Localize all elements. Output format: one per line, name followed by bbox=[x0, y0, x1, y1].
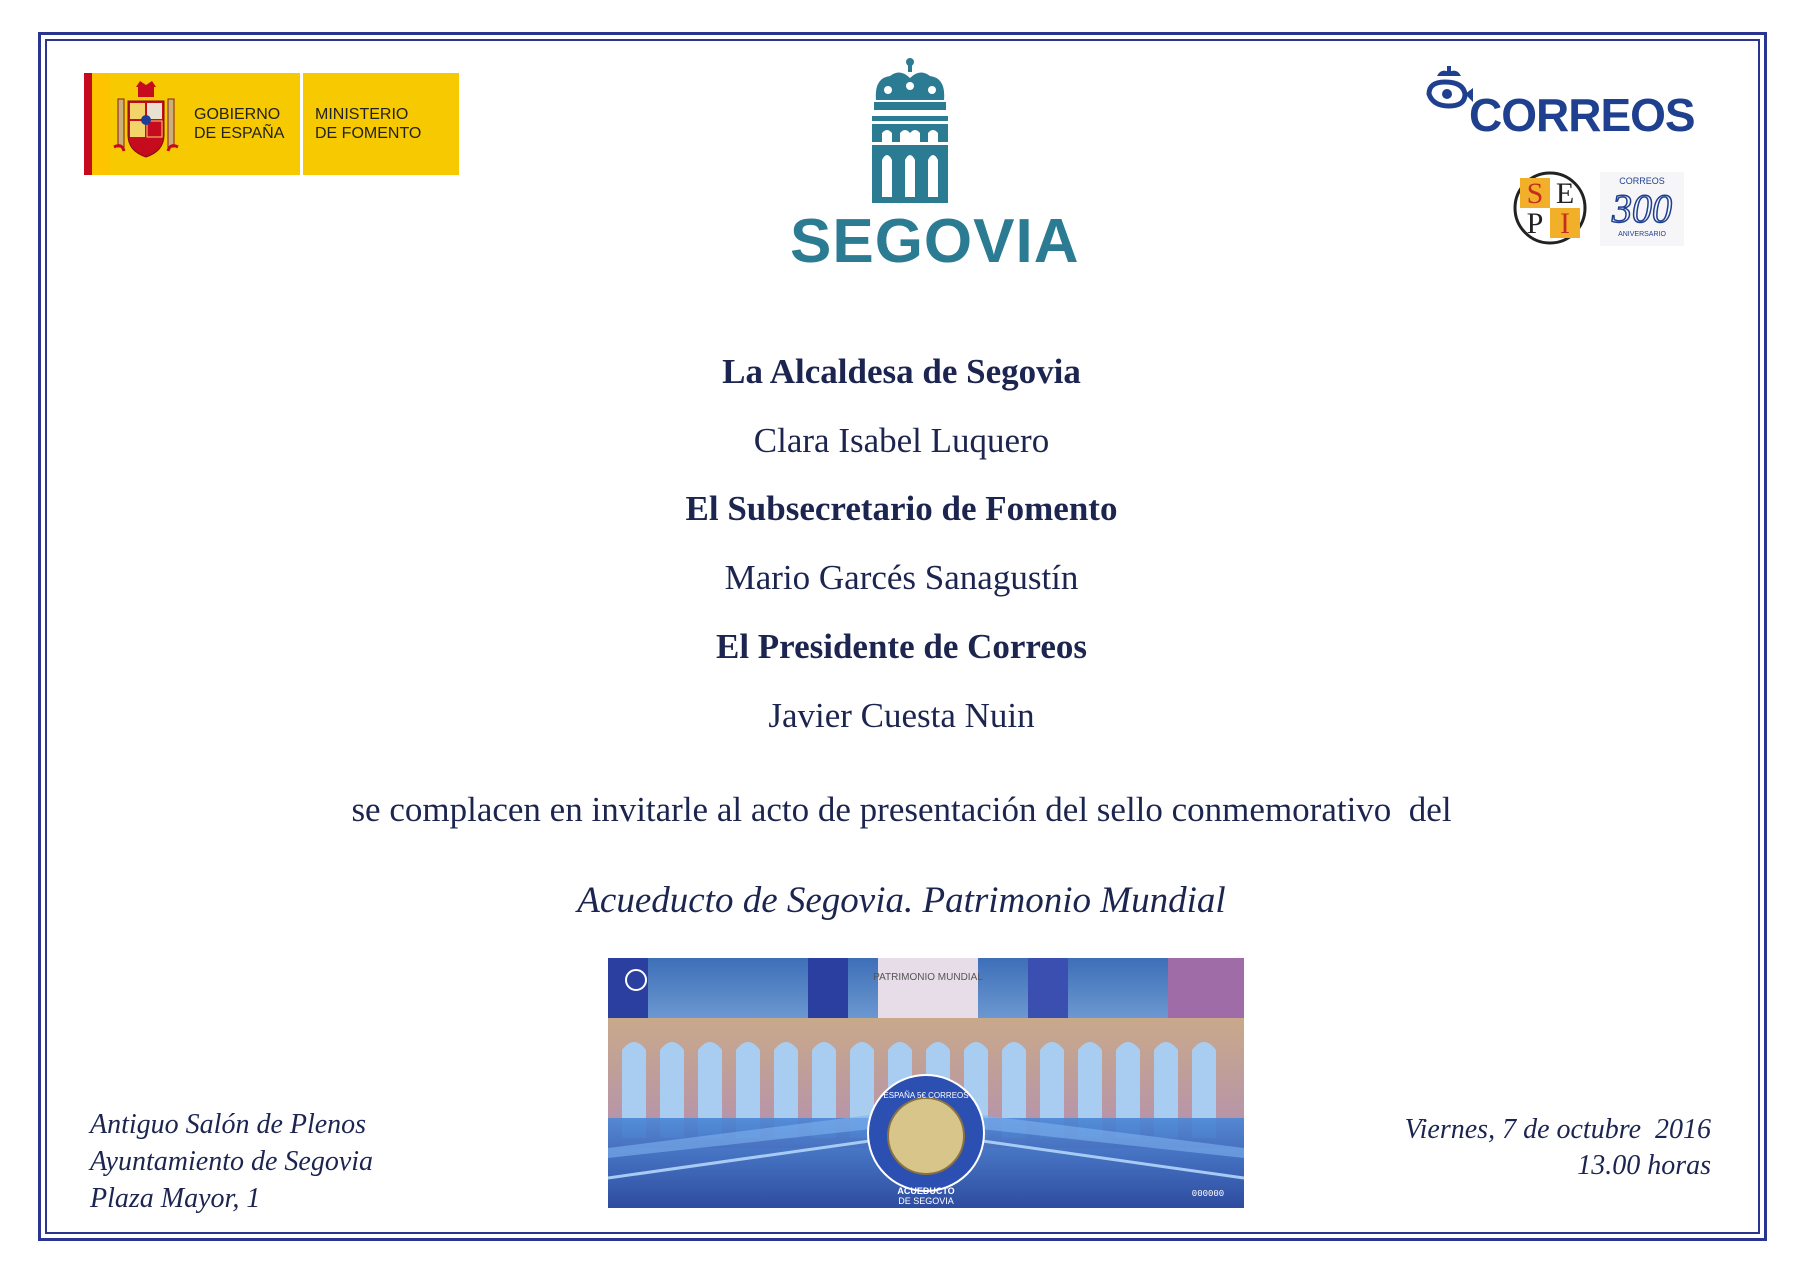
stamp-serial: 000000 bbox=[1191, 1189, 1225, 1199]
aniversario-caption: ANIVERSARIO bbox=[1618, 231, 1666, 238]
aniversario-number: 300 bbox=[1612, 186, 1672, 231]
ministerio-fomento-label: MINISTERIO DE FOMENTO bbox=[303, 73, 459, 175]
invitation-line: se complacen en invitarle al acto de presentación del sello conmemorativo del bbox=[351, 790, 1452, 829]
sepi-logo bbox=[1512, 170, 1588, 246]
gobierno-espana-label: GOBIERNO DE ESPAÑA bbox=[182, 73, 300, 175]
correos-wordmark: CORREOS bbox=[1469, 89, 1695, 141]
host3-name: Javier Cuesta Nuin bbox=[768, 696, 1035, 735]
sepi-letter-e: E bbox=[1555, 177, 1575, 210]
segovia-wordmark: SEGOVIA bbox=[790, 207, 1080, 276]
event-datetime bbox=[1405, 1112, 1711, 1184]
stamp-label-acueducto: ACUEDUCTO bbox=[897, 1186, 955, 1196]
stamp-label-segovia: DE SEGOVIA bbox=[898, 1196, 954, 1206]
event-time: 13.00 horas bbox=[1577, 1150, 1711, 1181]
segovia-logo bbox=[790, 56, 1080, 276]
stamp-sheet-image bbox=[608, 958, 1244, 1208]
coat-of-arms-icon bbox=[110, 73, 182, 175]
host2-title: El Subsecretario de Fomento bbox=[685, 489, 1118, 528]
sepi-letter-p: P bbox=[1526, 207, 1544, 240]
aniversario-brand: CORREOS bbox=[1619, 176, 1665, 186]
stamp-label-top: PATRIMONIO MUNDIAL bbox=[873, 972, 983, 983]
host1-name: Clara Isabel Luquero bbox=[753, 421, 1050, 460]
host1-title: La Alcaldesa de Segovia bbox=[722, 352, 1081, 391]
spain-flag-strip bbox=[84, 73, 110, 175]
stamp-title: Acueducto de Segovia. Patrimonio Mundial bbox=[577, 880, 1226, 921]
sepi-letter-i: I bbox=[1560, 207, 1570, 240]
host2-name: Mario Garcés Sanagustín bbox=[724, 558, 1079, 597]
venue-line-3: Plaza Mayor, 1 bbox=[90, 1183, 261, 1214]
event-date: Viernes, 7 de octubre 2016 bbox=[1404, 1114, 1711, 1145]
sepi-letter-s: S bbox=[1526, 177, 1544, 210]
venue-address bbox=[90, 1106, 373, 1217]
correos-300-aniversario-logo bbox=[1600, 172, 1684, 246]
host3-title: El Presidente de Correos bbox=[715, 627, 1087, 666]
venue-line-2: Ayuntamiento de Segovia bbox=[90, 1146, 374, 1177]
venue-line-1: Antiguo Salón de Plenos bbox=[90, 1109, 367, 1140]
gobierno-logo bbox=[84, 73, 459, 175]
segovia-crest-icon bbox=[790, 56, 1030, 206]
stamp-coin-text: ESPAÑA 5€ CORREOS bbox=[883, 1091, 969, 1100]
correos-logo bbox=[1425, 58, 1695, 141]
correos-horn-icon bbox=[1425, 66, 1473, 124]
